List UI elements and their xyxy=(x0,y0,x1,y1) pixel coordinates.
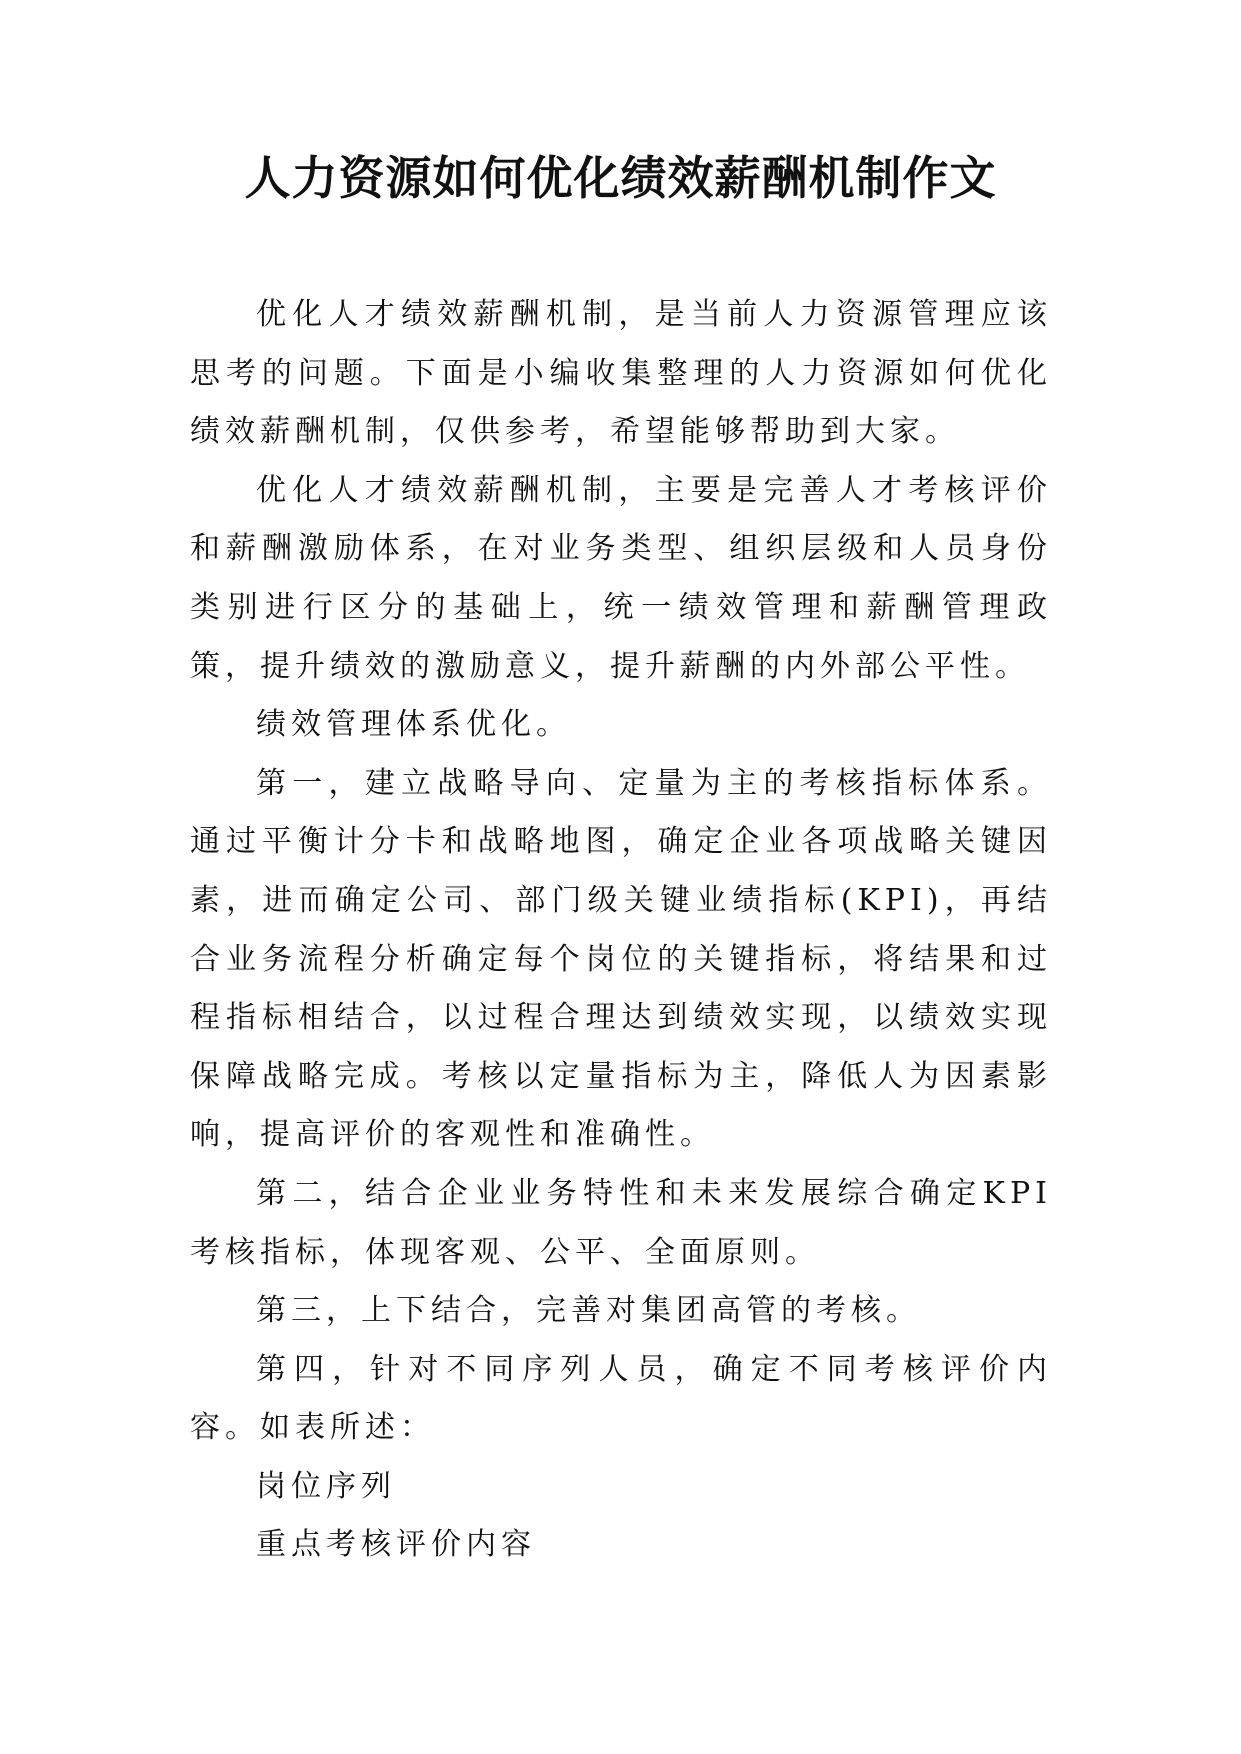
document-title: 人力资源如何优化绩效薪酬机制作文 xyxy=(244,151,997,205)
paragraph-point-two: 第二，结合企业业务特性和未来发展综合确定KPI考核指标，体现客观、公平、全面原则。 xyxy=(190,1175,1052,1270)
paragraph-intro: 优化人才绩效薪酬机制，是当前人力资源管理应该思考的问题。下面是小编收集整理的人力资源如何优化绩效薪酬机制，仅供参考，希望能够帮助到大家。 xyxy=(190,297,1052,450)
paragraph-point-four: 第四，针对不同序列人员，确定不同考核评价内容。如表所述： xyxy=(190,1351,1052,1446)
document-body xyxy=(190,286,1052,1575)
paragraph-point-three: 第三，上下结合，完善对集团高管的考核。 xyxy=(256,1293,921,1329)
paragraph-overview: 优化人才绩效薪酬机制，主要是完善人才考核评价和薪酬激励体系，在对业务类型、组织层级和人员身份类别进行区分的基础上，统一绩效管理和薪酬管理政策，提升绩效的激励意义，提升薪酬的内外部公平性。 xyxy=(190,472,1052,684)
table-header-position-sequence: 岗位序列 xyxy=(256,1468,396,1504)
table-header-evaluation-content: 重点考核评价内容 xyxy=(256,1527,536,1563)
paragraph-section-heading: 绩效管理体系优化。 xyxy=(256,707,571,743)
paragraph-point-one: 第一，建立战略导向、定量为主的考核指标体系。通过平衡计分卡和战略地图，确定企业各项战略关键因素，进而确定公司、部门级关键业绩指标(KPI)，再结合业务流程分析确定每个岗位的关键指标，将结果和过程指标相结合，以过程合理达到绩效实现，以绩效实现保障战略完成。考核以定量指标为主，降低人为因素影响，提高评价的客观性和准确性。 xyxy=(190,765,1052,1153)
